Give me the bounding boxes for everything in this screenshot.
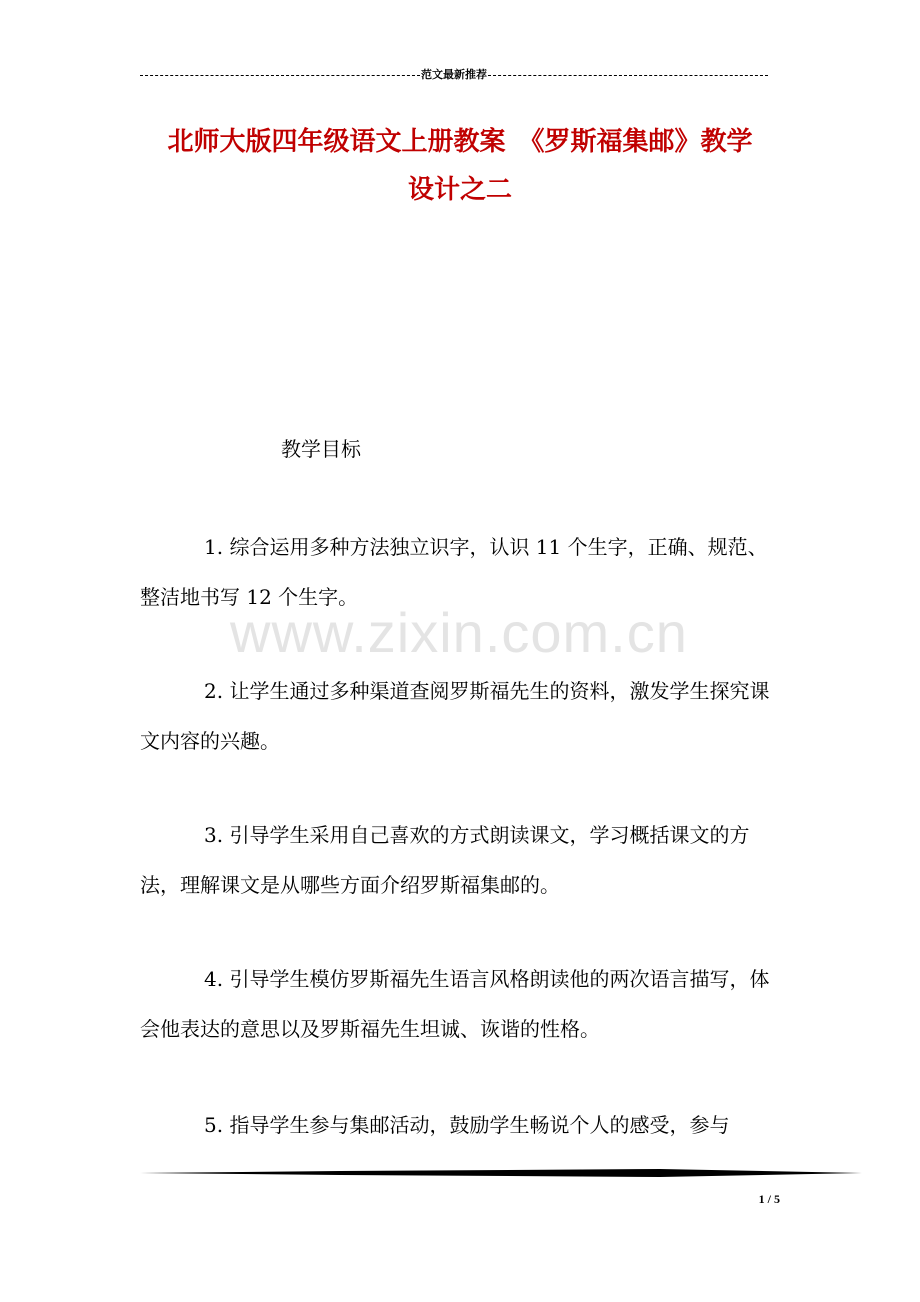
watermark: www.zixin.com.cn	[230, 601, 688, 664]
header-dashes-right	[488, 75, 768, 76]
document-title	[140, 118, 780, 214]
paragraph-4: 4. 引导学生模仿罗斯福先生语言风格朗读他的两次语言描写，体会他表达的意思以及罗斯福先生坦诚、诙谐的性格。	[140, 967, 770, 1041]
paragraph-2: 2. 让学生通过多种渠道查阅罗斯福先生的资料，激发学生探究课文内容的兴趣。	[140, 679, 770, 753]
header-dashes-left	[140, 75, 420, 76]
section-heading: 教学目标	[281, 437, 361, 461]
paragraph-1: 1. 综合运用多种方法独立识字，认识 11 个生字，正确、规范、整洁地书写 12 个生字。	[140, 535, 768, 609]
paragraph-5: 5. 指导学生参与集邮活动，鼓励学生畅说个人的感受，参与	[204, 1113, 730, 1137]
paragraph-3: 3. 引导学生采用自己喜欢的方式朗读课文，学习概括课文的方法，理解课文是从哪些方面介绍罗斯福集邮的。	[140, 823, 750, 897]
page-number: 1 / 5	[758, 1192, 780, 1206]
title-line-2: 设计之二	[407, 175, 512, 205]
title-line-1: 北师大版四年级语文上册教案 《罗斯福集邮》教学	[167, 127, 753, 157]
header-label: 范文最新推荐	[421, 69, 487, 81]
footer-rule	[140, 1166, 862, 1180]
page-header	[140, 68, 768, 82]
